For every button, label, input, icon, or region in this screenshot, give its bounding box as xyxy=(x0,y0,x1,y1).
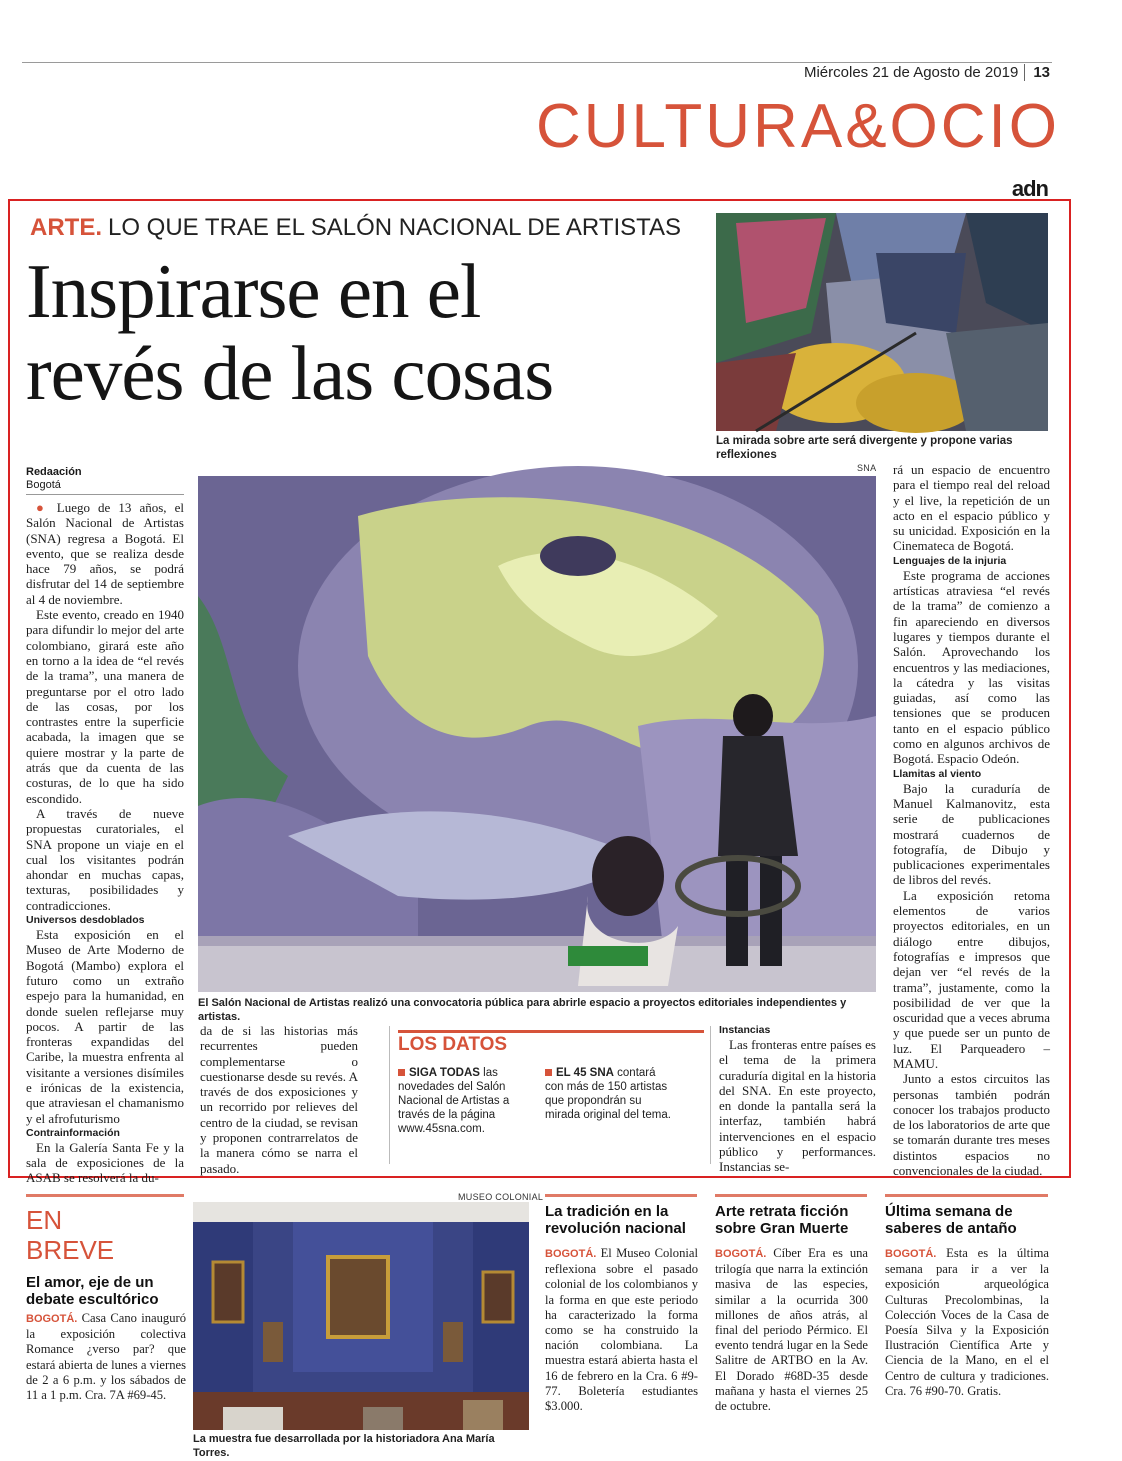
breve-2-headline: La tradición en la revolución nacional xyxy=(545,1203,686,1237)
headline-line-2: revés de las cosas xyxy=(26,330,554,416)
byline-rule xyxy=(26,494,184,495)
byline-city: Bogotá xyxy=(26,479,61,491)
article-column-5 xyxy=(893,462,1050,1178)
kicker-text: LO QUE TRAE EL SALÓN NACIONAL DE ARTISTAS xyxy=(108,214,682,241)
photo3-credit: MUSEO COLONIAL xyxy=(458,1192,544,1202)
top-rule xyxy=(22,62,1052,63)
breve-1-headline: El amor, eje de un debate escultórico xyxy=(26,1274,159,1308)
photo3-caption: La muestra fue desarrollada por la historiadora Ana María Torres. xyxy=(193,1430,533,1460)
page-date: Miércoles 21 de Agosto de 2019 13 xyxy=(803,64,1050,81)
dato-1: SIGA TODAS las novedades del Salón Nacional de Artistas a través de la página www.45sna.com. xyxy=(398,1067,510,1135)
bullet-icon: ● xyxy=(36,500,49,515)
col5-p1: rá un espacio de encuentro para el tiempo real del reload y el live, la repetición de un acto en el espacio público y su unicidad. Exposición en la Cinemateca de Bogotá. xyxy=(893,462,1050,554)
kicker xyxy=(30,214,681,242)
breve-3-headline: Arte retrata ficción sobre Gran Muerte xyxy=(715,1203,849,1237)
col1-p3: A través de nueve propuestas curatoriales, el SNA propone un viaje en el cual los visitantes podrán ahondar en muchas capas, texturas, posibilidades y contradicciones. xyxy=(26,805,184,913)
breve-4-text: BOGOTÁ. Esta es la última semana para ir a ver la exposición arqueológica Culturas Precolombinas, la Colección Voces de la Casa de Poesía Silva y la Exposición Ilustración Científica Arte y Ciencia de la Mano, en el el Centro de cultura y tradiciones. Cra. 76 #90-70. Gratis. xyxy=(885,1246,1049,1398)
square-bullet-icon xyxy=(398,1069,405,1076)
breve-2-text: BOGOTÁ. El Museo Colonial reflexiona sobre el pasado colonial de los colombianos y la forma en que este periodo ha caracterizado la forma como se ha construido la nación colombiana. La muestra estará abierta hasta el 16 de febrero en la Cra. 6 #9-77. Boletería estudiantes $3.000. xyxy=(545,1246,698,1414)
kicker-tag: ARTE. xyxy=(30,214,102,241)
col5-p2: Este programa de acciones artísticas atraviesa “el revés de la trama” de comienzo a fin apareciendo en diversos lugares y tiempos durante el Salón. Aprovechando los encuentros y las mediaciones, la cátedra y las visitas guiadas, así como las tensiones que se producen tanto en el espacio público como en algunos archivos de Bogotá. Espacio Odeón. xyxy=(893,567,1050,767)
photo2-credit: SNA xyxy=(857,463,877,473)
byline-author: Redaación xyxy=(26,466,82,478)
en-breve-title: EN BREVE xyxy=(26,1205,115,1265)
divider xyxy=(389,1026,390,1164)
section-title: CULTURA&OCIO xyxy=(535,92,1060,161)
byline xyxy=(26,466,82,492)
dato-2: EL 45 SNA contará con más de 150 artistas que propondrán su mirada original del tema. xyxy=(545,1067,671,1121)
breve-rule xyxy=(715,1194,867,1197)
breve-rule xyxy=(885,1194,1048,1197)
article-column-1 xyxy=(26,500,184,1186)
article-column-4 xyxy=(719,1023,876,1175)
square-bullet-icon xyxy=(545,1069,552,1076)
breve-rule xyxy=(545,1194,697,1197)
headline-line-1: Inspirarse en el xyxy=(26,248,481,334)
museum-photo xyxy=(193,1202,529,1456)
photo1-caption: La mirada sobre arte será divergente y propone varias reflexiones xyxy=(716,435,1013,461)
col1-p5: En la Galería Santa Fe y la sala de exposiciones de la ASAB se resolverá la du- xyxy=(26,1139,184,1186)
breve-3-text: BOGOTÁ. Cíber Era es una trilogía que narra la extinción masiva de las especies, similar a la ocurrida 300 millones de años atrás, al final del periodo Pérmico. El evento tendrá lugar en la Sede Salitre de ARTBO en la Av. El Dorado #68D-35 desde mañana y hasta el viernes 25 de octubre. xyxy=(715,1246,869,1414)
headline xyxy=(26,250,716,414)
divider xyxy=(710,1026,711,1164)
col1-p1: Luego de 13 años, el Salón Nacional de Artistas (SNA) regresa a Bogotá. El evento, que se realiza desde hace 79 años, se podrá disfrutar del 14 de septiembre al 4 de noviembre. xyxy=(26,500,184,607)
subhead-lenguajes: Lenguajes de la injuria xyxy=(893,554,1007,567)
datos-title: LOS DATOS xyxy=(398,1034,508,1055)
datos-rule xyxy=(398,1030,704,1033)
col4-p1: Las fronteras entre países es el tema de la primera curaduría digital en la historia del SNA. En este proyecto, en donde la pantalla será la interfaz, también habrá intervenciones en el espacio público y performances. Instancias se- xyxy=(719,1037,876,1175)
subhead-instancias: Instancias xyxy=(719,1024,771,1036)
painting-photo xyxy=(716,213,1048,431)
subhead-contrainformacion: Contrainformación xyxy=(26,1126,120,1139)
photo2-caption: El Salón Nacional de Artistas realizó una convocatoria pública para abrirle espacio a proyectos editoriales independientes y artistas. xyxy=(198,997,847,1023)
col5-p5: Junto a estos circuitos las personas también podrán conocer los trabajos producto de los laboratorios de arte que se tomarán durante tres meses distintos espacios no convencionales de la ciudad. xyxy=(893,1071,1050,1179)
mural-photo xyxy=(198,476,876,992)
subhead-universos: Universos desdoblados xyxy=(26,914,145,927)
page-number: 13 xyxy=(1024,64,1050,81)
col5-p3: Bajo la curaduría de Manuel Kalmanovitz, esta serie de publicaciones mostrará cuadernos de fotografía, de Dibujo y publicaciones experimentales de libros del revés. xyxy=(893,780,1050,888)
col5-p4: La exposición retoma elementos de varios proyectos editoriales, en un diálogo entre dibujos, fotografías e impresos que dejan ver “el revés de la trama”, justamente, como la posibilidad de ver que la oscuridad que a veces abruma y que puede ser un punto de luz. El Parqueadero – MAMU. xyxy=(893,887,1050,1071)
breve-rule xyxy=(26,1194,184,1197)
breve-4-headline: Última semana de saberes de antaño xyxy=(885,1203,1017,1237)
col2-p1: da de si las historias más recurrentes pueden complementarse o cuestionarse desde su revés. A través de dos exposiciones y un recorrido por relieves del centro de la ciudad, se revisan y proponen contrarrelatos de la manera cómo se narra el pasado. xyxy=(200,1023,358,1176)
col1-p4: Esta exposición en el Museo de Arte Moderno de Bogotá (Mambo) explora el futuro como un extraño espejo para la humanidad, en donde suelen reflejarse muy pocos. A partir de las fronteras expandidas del Caribe, la muestra enfrenta al visitante a versiones disímiles e irónicas de la existencia, que atraviesan el chamanismo y el afrofuturismo xyxy=(26,927,184,1126)
brand-logo: adn xyxy=(1011,176,1048,201)
col1-p2: Este evento, creado en 1940 para difundir lo mejor del arte colombiano, girará este año en torno a la idea de “el revés de la trama”, una manera de preguntarse por el otro lado de las cosas, por los contrastes entre la superficie acabada, la imagen que se quiere mostrar y la parte de atrás que da cuenta de las costuras, de lo que ha sido escondido. xyxy=(26,607,184,806)
article-column-2 xyxy=(200,1023,358,1176)
breve-1-text: BOGOTÁ. Casa Cano inauguró la exposición colectiva Romance ¿verso par? que estará abierta de lunes a viernes de 2 a 6 p.m. y los sábados de 11 a 1 p.m. Cra. 7A #69-45. xyxy=(26,1311,186,1403)
subhead-llamitas: Llamitas al viento xyxy=(893,767,982,780)
